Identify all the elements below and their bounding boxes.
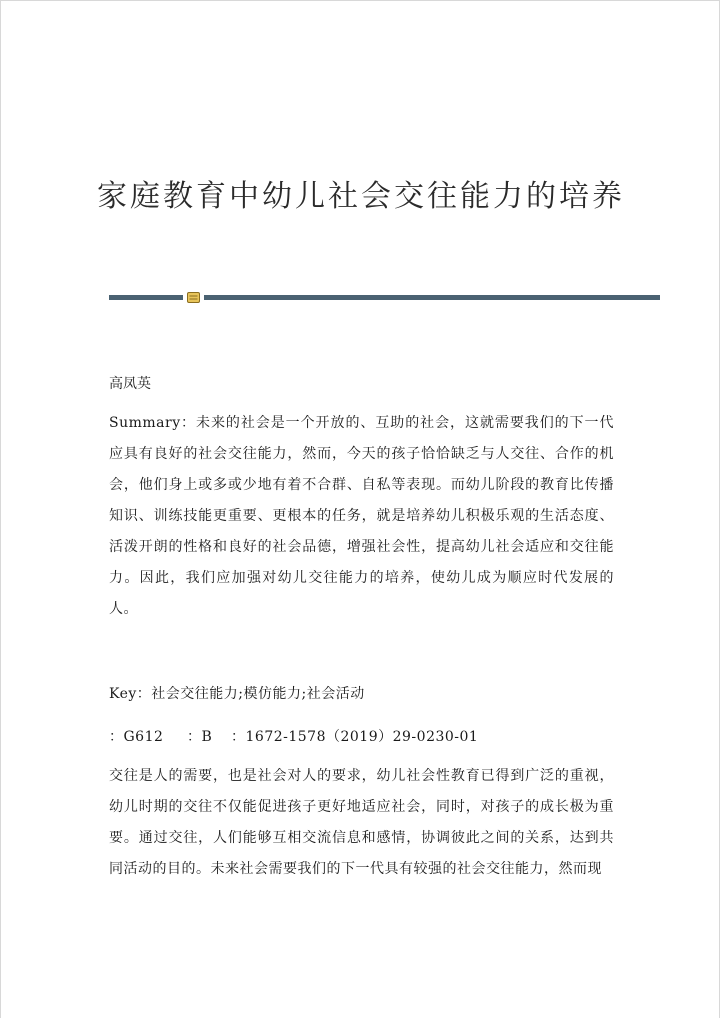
article-code: ：1672-1578（2019）29-0230-01 [231, 729, 479, 745]
key-label: Key： [109, 686, 152, 702]
divider-bar-right [204, 295, 660, 300]
keywords-paragraph [109, 679, 614, 710]
classification-codes [109, 722, 614, 753]
summary-text: 未来的社会是一个开放的、互助的社会，这就需要我们的下一代应具有良好的社会交往能力，然而，今天的孩子恰恰缺乏与人交往、合作的机会，他们身上或多或少地有着不合群、自私等表现。而幼儿阶段的教育比传播知识、训练技能更重要、更根本的任务，就是培养幼儿积极乐观的生活态度、活泼开朗的性格和良好的社会品德，增强社会性，提高幼儿社会适应和交往能力。因此，我们应加强对幼儿交往能力的培养，使幼儿成为顺应时代发展的人。 [109, 415, 614, 617]
clc-code: ：G612 [109, 729, 164, 745]
key-text: 社会交往能力;模仿能力;社会活动 [151, 686, 365, 702]
summary-label: Summary： [109, 415, 196, 431]
body-paragraph: 交往是人的需要，也是社会对人的要求，幼儿社会性教育已得到广泛的重视，幼儿时期的交往不仅能促进孩子更好地适应社会，同时，对孩子的成长极为重要。通过交往，人们能够互相交流信息和感情，协调彼此之间的关系，达到共同活动的目的。未来社会需要我们的下一代具有较强的社会交往能力，然而现 [109, 768, 614, 877]
author-name: 高凤英 [109, 376, 151, 392]
document-title: 家庭教育中幼儿社会交往能力的培养 [97, 179, 625, 214]
book-icon [187, 292, 200, 303]
document-code: ：B [187, 729, 213, 745]
title-divider [109, 292, 660, 303]
divider-bar-left [109, 295, 183, 300]
summary-paragraph [109, 408, 614, 625]
